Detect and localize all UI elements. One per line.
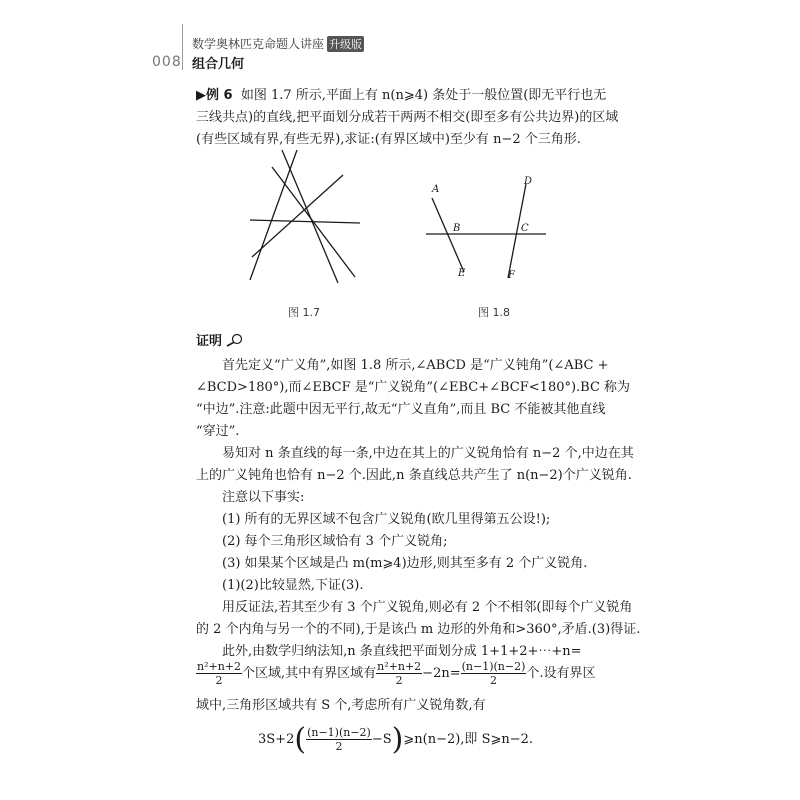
proof-p5-line-1: 用反证法,若其至少有 3 个广义锐角,则必有 2 个不相邻(即每个广义锐角 [222,600,633,615]
example-line-2: 三线共点)的直线,把平面划分成若干两两不相交(即至多有公共边界)的区域 [196,110,619,125]
figure-1-7-caption: 图 1.7 [288,306,320,319]
proof-heading [196,330,608,349]
fig18-label-c: C [521,223,529,234]
fig18-label-b: B [453,223,461,234]
fact-3: (3) 如果某个区域是凸 m(m⩾4)边形,则其至多有 2 个广义锐角. [222,556,588,571]
proof-p5-line-2: 的 2 个内角与另一个的不同),于是该凸 m 边形的外角和>360°,矛盾.(3)得证. [196,622,641,637]
figure-1-7 [240,145,370,290]
series-title [192,35,364,52]
fig18-label-f: F [508,270,515,281]
chapter-subject: 组合几何 [192,57,245,72]
proof-p4: (1)(2)比较显然,下证(3). [222,578,364,593]
fig18-label-a: A [432,184,440,195]
fig18-label-e: E [458,268,466,279]
fig18-line-abe [432,198,464,272]
proof-p3: 注意以下事实: [222,490,305,505]
series-badge: 升级版 [329,38,363,51]
proof-p6-line-1: 此外,由数学归纳法知,n 条直线把平面划分成 1+1+2+⋯+n= [222,644,582,659]
header-divider [182,24,183,70]
figure-1-8 [420,172,560,284]
series-title-text: 数学奥林匹克命题人讲座 [192,37,325,51]
figure-1-8-caption: 图 1.8 [478,306,510,319]
fig17-line-5 [250,220,360,223]
example-line-3: (有些区域有界,有些无界),求证:(有界区域中)至少有 n−2 个三角形. [196,132,581,147]
proof-p1-line-2: ∠BCD>180°),而∠EBCF 是“广义锐角”(∠EBC+∠BCF<180°).BC 称为 [196,380,631,395]
fact-2: (2) 每个三角形区域恰有 3 个广义锐角; [222,534,448,549]
example-line-1 [196,84,608,103]
fig18-label-d: D [524,176,533,187]
final-inequality: 3S+2( $\frac{(n-1)(n-2)}{2}$ −S)⩾n(n−2),即 S⩾n−2. [258,722,534,757]
proof-p2-line-2: 上的广义钝角也恰有 n−2 个.因此,n 条直线总共产生了 n(n−2)个广义锐角. [196,468,632,483]
fraction-regions: $\frac{\text{n²+n+2}}{2}$ [197,660,242,687]
proof-p2-line-1: 易知对 n 条直线的每一条,中边在其上的广义锐角恰有 n−2 个,中边在其 [222,446,634,461]
fraction-inequality: $\frac{(n-1)(n-2)}{2}$ [307,726,371,753]
proof-heading-text: 证明 [196,334,223,349]
proof-p1-line-4: “穿过”. [196,424,240,439]
example-marker: ▶例 6 [196,88,233,103]
proof-p6-line-3: 域中,三角形区域共有 S 个,考虑所有广义锐角数,有 [196,698,486,713]
fraction-bounded-result: $\frac{(n-1)(n-2)}{2}$ [461,660,526,687]
magnifier-icon [226,333,244,347]
proof-p1-line-3: “中边”.注意:此题中因无平行,故无“广义直角”,而且 BC 不能被其他直线 [196,402,606,417]
example-text-1: 如图 1.7 所示,平面上有 n(n⩾4) 条处于一般位置(即无平行也无 [240,88,607,103]
page-number: 008 [152,54,182,70]
fraction-bounded: $\frac{\text{n²+n+2}}{2}$ [377,660,422,687]
fact-1: (1) 所有的无界区域不包含广义锐角(欧几里得第五公设!); [222,512,551,527]
proof-p6-line-2: $\frac{\text{n²+n+2}}{2}$ 个区域,其中有界区域有 $\frac{\text{n²+n+2}}{2}$ −2n= $\frac{(n-1)(n-2)}{2}$ 个.设有界区 [197,660,596,687]
proof-p1-line-1: 首先定义“广义角”,如图 1.8 所示,∠ABCD 是“广义钝角”(∠ABC + [222,358,609,373]
